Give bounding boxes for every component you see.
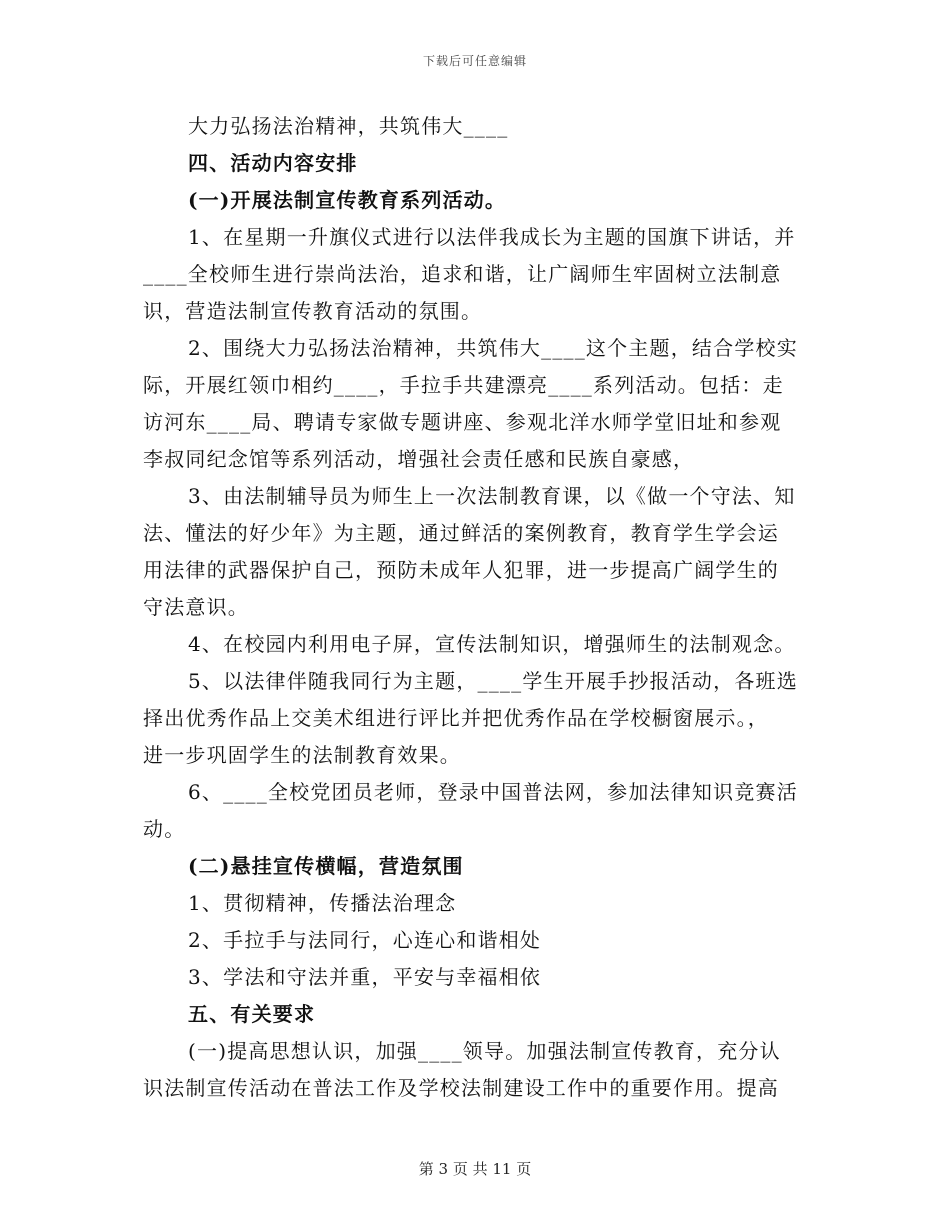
paragraph-line: 用法律的武器保护自己，预防未成年人犯罪，进一步提高广阔学生的 (143, 558, 779, 582)
paragraph-line: 际，开展红领巾相约____，手拉手共建漂亮____系列活动。包括：走 (143, 373, 784, 397)
paragraph-line: 访河东____局、聘请专家做专题讲座、参观北洋水师学堂旧址和参观 (143, 410, 782, 434)
paragraph-line: 大力弘扬法治精神，共筑伟大____ (188, 114, 509, 138)
document-body (143, 108, 805, 1107)
paragraph-line: 1、在星期一升旗仪式进行以法伴我成长为主题的国旗下讲话，并 (188, 225, 796, 249)
paragraph-line: 李叔同纪念馆等系列活动，增强社会责任感和民族自豪感， (143, 447, 695, 471)
paragraph-line: 3、学法和守法并重，平安与幸福相依 (188, 965, 542, 989)
section-heading: (二)悬挂宣传横幅，营造氛围 (188, 854, 464, 878)
paragraph-line: ____全校师生进行崇尚法治，追求和谐，让广阔师生牢固树立法制意 (143, 262, 782, 286)
paragraph-line: 2、手拉手与法同行，心连心和谐相处 (188, 928, 542, 952)
paragraph-line: 5、以法律伴随我同行为主题，____学生开展手抄报活动，各班选 (188, 669, 798, 693)
paragraph-line: 2、围绕大力弘扬法治精神，共筑伟大____这个主题，结合学校实 (188, 336, 798, 360)
paragraph-line: 识，营造法制宣传教育活动的氛围。 (143, 299, 483, 323)
paragraph-line: 1、贯彻精神，传播法治理念 (188, 891, 457, 915)
paragraph-line: 6、____全校党团员老师，登录中国普法网，参加法律知识竞赛活 (188, 780, 798, 804)
paragraph-line: 动。 (143, 817, 186, 841)
paragraph-line: 法、懂法的好少年》为主题，通过鲜活的案例教育，教育学生学会运 (143, 521, 779, 545)
paragraph-line: 择出优秀作品上交美术组进行评比并把优秀作品在学校橱窗展示。， (143, 706, 769, 730)
paragraph-line: 3、由法制辅导员为师生上一次法制教育课，以《做一个守法、知 (188, 484, 796, 508)
paragraph-line: 识法制宣传活动在普法工作及学校法制建设工作中的重要作用。提高 (143, 1076, 779, 1100)
paragraph-line: 进一步巩固学生的法制教育效果。 (143, 743, 461, 767)
paragraph-line: (一)提高思想认识，加强____领导。加强法制宣传教育，充分认 (188, 1039, 781, 1063)
page-number: 第 3 页 共 11 页 (418, 1160, 532, 1178)
section-heading: (一)开展法制宣传教育系列活动。 (188, 188, 507, 212)
paragraph-line: 守法意识。 (143, 595, 249, 619)
page-header-note: 下载后可任意编辑 (422, 54, 527, 68)
paragraph-line: 4、在校园内利用电子屏，宣传法制知识，增强师生的法制观念。 (188, 632, 796, 656)
section-heading: 五、有关要求 (188, 1002, 316, 1026)
section-heading: 四、活动内容安排 (188, 151, 358, 175)
